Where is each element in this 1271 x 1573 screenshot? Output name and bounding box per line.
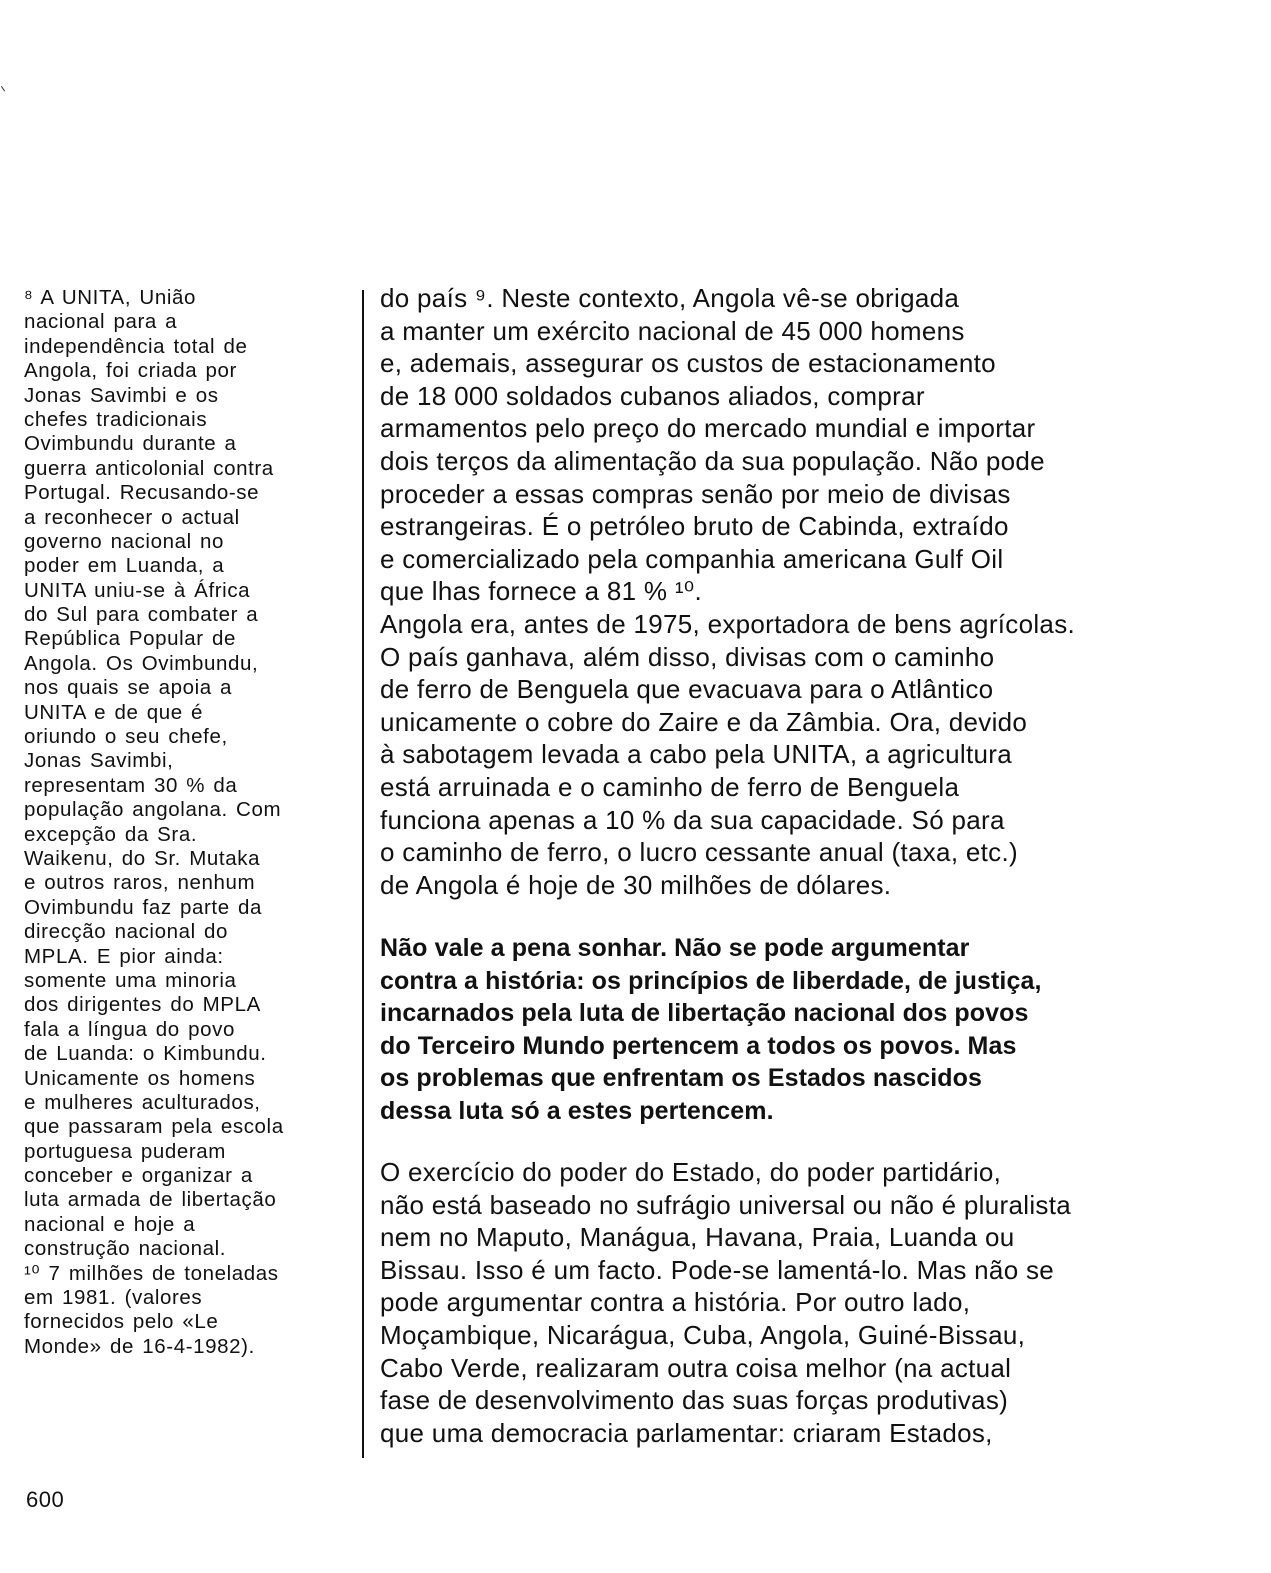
footnote-line: nacional para a <box>24 310 178 334</box>
page-number: 600 <box>26 1487 65 1512</box>
paragraph-state-power <box>380 1156 1071 1449</box>
footnote-line: independência total de <box>24 334 248 358</box>
paragraph3-line: Bissau. Isso é um facto. Pode-se lamentá-lo. Mas não se <box>380 1254 1055 1285</box>
footnote-line: ⁸ A UNITA, União <box>24 286 196 309</box>
paragraph3-line: nem no Maputo, Manágua, Havana, Praia, Luanda ou <box>380 1222 1015 1253</box>
scan-artifact-mark <box>1 83 10 92</box>
paragraph2-line: Não vale a pena sonhar. Não se pode argumentar <box>380 934 970 962</box>
footnote-line: Jonas Savimbi, <box>24 749 174 773</box>
footnote-line: em 1981. (valores <box>24 1286 203 1310</box>
footnote-line: conceber e organizar a <box>24 1164 253 1188</box>
footnote-line: Angola, foi criada por <box>24 359 237 383</box>
footnote-line: do Sul para combater a <box>24 603 259 627</box>
paragraph1-line: funciona apenas a 10 % da sua capacidade. Só para <box>380 804 1005 835</box>
paragraph1-line: a manter um exército nacional de 45 000 homens <box>380 315 965 346</box>
footnote-line: Jonas Savimbi e os <box>24 383 219 407</box>
footnote-line: e outros raros, nenhum <box>24 871 256 895</box>
footnote-line: população angolana. Com <box>24 798 282 822</box>
paragraph1-line: proceder a essas compras senão por meio de divisas <box>380 478 1011 509</box>
paragraph1-line: O país ganhava, além disso, divisas com o caminho <box>380 641 995 672</box>
paragraph2-line: do Terceiro Mundo pertencem a todos os povos. Mas <box>380 1031 1017 1060</box>
footnote-line: representam 30 % da <box>24 773 238 797</box>
paragraph3-line: Moçambique, Nicarágua, Cuba, Angola, Guiné-Bissau, <box>380 1319 1026 1350</box>
footnote-line: UNITA uniu-se à África <box>24 578 251 602</box>
footnote-line: guerra anticolonial contra <box>24 456 274 480</box>
paragraph1-line: dois terços da alimentação da sua população. Não pode <box>380 445 1045 476</box>
footnote-line: República Popular de <box>24 627 237 651</box>
paragraph1-line: unicamente o cobre do Zaire e da Zâmbia. Ora, devido <box>380 706 1028 737</box>
paragraph1-line: e comercializado pela companhia americana Gulf Oil <box>380 543 1004 574</box>
paragraph1-line: estrangeiras. É o petróleo bruto de Cabinda, extraído <box>380 511 1009 542</box>
paragraph3-line: não está baseado no sufrágio universal ou não é pluralista <box>380 1189 1071 1220</box>
footnote-line: nacional e hoje a <box>24 1212 196 1236</box>
footnote-line: governo nacional no <box>24 529 225 553</box>
paragraph1-line: armamentos pelo preço do mercado mundial e importar <box>380 413 1036 444</box>
paragraph1-line: e, ademais, assegurar os custos de estacionamento <box>380 348 996 379</box>
footnote-line: UNITA e de que é <box>24 700 204 724</box>
paragraph1-line: de ferro de Benguela que evacuava para o Atlântico <box>380 674 994 705</box>
footnote-line: fala a língua do povo <box>24 1017 235 1041</box>
paragraph-bold-history <box>380 932 1042 1128</box>
paragraph1-line: o caminho de ferro, o lucro cessante anual (taxa, etc.) <box>380 837 1018 868</box>
paragraph3-line: Cabo Verde, realizaram outra coisa melhor (na actual <box>380 1352 1012 1383</box>
footnote-line: ¹⁰ 7 milhões de toneladas <box>24 1261 279 1285</box>
footnote-line: Unicamente os homens <box>24 1066 256 1090</box>
paragraph1-line: à sabotagem levada a cabo pela UNITA, a agricultura <box>380 739 1012 770</box>
footnote-line: a reconhecer o actual <box>24 505 240 529</box>
footnote-line: portuguesa puderam <box>24 1139 226 1163</box>
footnote-line: excepção da Sra. <box>24 822 198 846</box>
footnote-line: luta armada de libertação <box>24 1188 277 1212</box>
paragraph3-line: O exercício do poder do Estado, do poder partidário, <box>380 1157 1002 1187</box>
footnote-line: MPLA. E pior ainda: <box>24 944 224 968</box>
paragraph2-line: os problemas que enfrentam os Estados nascidos <box>380 1064 982 1093</box>
column-divider-rule <box>362 290 364 1458</box>
footnote-line: nos quais se apoia a <box>24 676 233 700</box>
footnote-line: Ovimbundu faz parte da <box>24 895 262 919</box>
paragraph2-line: contra a história: os princípios de liberdade, de justiça, <box>380 966 1042 995</box>
paragraph3-line: fase de desenvolvimento das suas forças produtivas) <box>380 1385 1009 1416</box>
footnotes-column <box>24 286 354 1359</box>
footnote-line: construção nacional. <box>24 1237 227 1261</box>
footnote-line: de Luanda: o Kimbundu. <box>24 1042 267 1066</box>
paragraph1-line: está arruinada e o caminho de ferro de Benguela <box>380 771 960 802</box>
footnote-line: somente uma minoria <box>24 968 237 992</box>
footnote-line: direcção nacional do <box>24 920 229 944</box>
footnote-line: Portugal. Recusando-se <box>24 481 260 505</box>
footnote-line: que passaram pela escola <box>24 1115 284 1139</box>
paragraph1-line: Angola era, antes de 1975, exportadora de bens agrícolas. <box>380 608 1076 639</box>
paragraph1-line: do país ⁹. Neste contexto, Angola vê-se obrigada <box>380 283 960 313</box>
paragraph-economy <box>380 282 1075 901</box>
footnote-line: dos dirigentes do MPLA <box>24 993 261 1017</box>
footnote-line: Ovimbundu durante a <box>24 432 237 456</box>
paragraph3-line: pode argumentar contra a história. Por outro lado, <box>380 1287 971 1318</box>
paragraph1-line: de Angola é hoje de 30 milhões de dólares. <box>380 869 892 900</box>
paragraph1-line: que lhas fornece a 81 % ¹⁰. <box>380 576 703 607</box>
paragraph1-line: de 18 000 soldados cubanos aliados, comprar <box>380 380 925 411</box>
footnote-line: e mulheres aculturados, <box>24 1090 261 1114</box>
footnote-line: Monde» de 16-4-1982). <box>24 1334 255 1358</box>
footnote-line: oriundo o seu chefe, <box>24 725 228 749</box>
footnote-line: Waikenu, do Sr. Mutaka <box>24 846 261 870</box>
paragraph2-line: dessa luta só a estes pertencem. <box>380 1096 774 1125</box>
footnote-line: poder em Luanda, a <box>24 554 225 578</box>
paragraph2-line: incarnados pela luta de libertação nacional dos povos <box>380 999 1029 1028</box>
footnote-line: fornecidos pelo «Le <box>24 1310 219 1334</box>
footnote-line: Angola. Os Ovimbundu, <box>24 651 259 675</box>
paragraph3-line: que uma democracia parlamentar: criaram Estados, <box>380 1417 993 1448</box>
footnote-line: chefes tradicionais <box>24 407 208 431</box>
